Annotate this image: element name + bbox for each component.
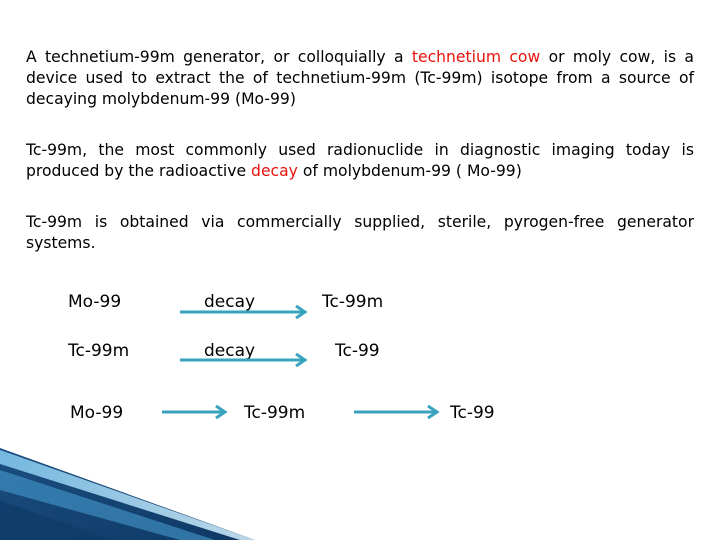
decay-text-end: of molybdenum-99 ( Mo-99): [297, 162, 522, 180]
eq1-arrow-icon: [178, 304, 310, 320]
generator-paragraph: Tc-99m is obtained via commercially supplied, sterile, pyrogen-free generator systems.: [26, 213, 694, 252]
technetium-cow-highlight: technetium cow: [411, 48, 541, 66]
decay-paragraph: [26, 140, 694, 182]
eq1-decay-label: decay: [204, 292, 256, 312]
eq2-to: Tc-99: [335, 341, 380, 361]
chain-step-tc99m: Tc-99m: [244, 403, 306, 423]
intro-text-start: A technetium-99m generator, or colloquially a: [26, 48, 412, 66]
eq2-arrow-icon: [178, 352, 310, 368]
chain-arrow-1-icon: [160, 404, 230, 420]
eq1-from: Mo-99: [68, 292, 122, 312]
eq2-from: Tc-99m: [68, 341, 130, 361]
decay-highlight: decay: [251, 162, 298, 180]
eq1-to: Tc-99m: [322, 292, 384, 312]
chain-arrow-2-icon: [352, 404, 442, 420]
corner-swoosh-decoration: [0, 440, 260, 540]
chain-step-mo99: Mo-99: [70, 403, 124, 423]
decay-text-start: Tc-99m, the most commonly used radionuclide in diagnostic imaging today is produced by the radioactive: [26, 141, 694, 180]
chain-step-tc99: Tc-99: [450, 403, 495, 423]
eq2-decay-label: decay: [204, 341, 256, 361]
intro-paragraph: [26, 47, 694, 110]
intro-text-end: or moly cow, is a device used to extract the of technetium-99m (Tc-99m) isotope from a source of decaying molybdenum-99 (Mo-99): [26, 48, 694, 108]
